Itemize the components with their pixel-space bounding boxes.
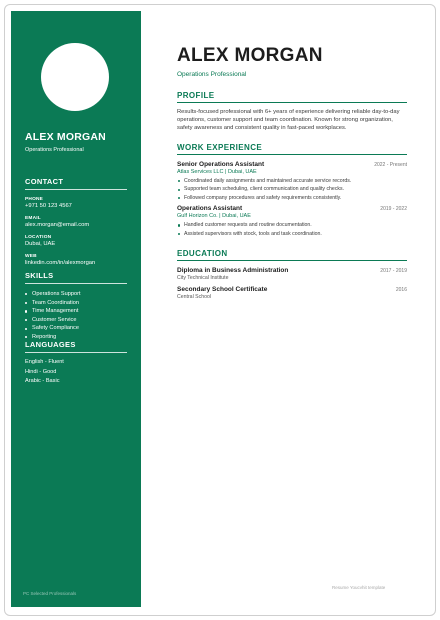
email-label: EMAIL bbox=[25, 216, 41, 221]
language-item: English - Fluent bbox=[25, 359, 64, 365]
skill-item: Reporting bbox=[25, 333, 127, 342]
education-dates: 2016 bbox=[395, 287, 407, 293]
job-bullets bbox=[177, 177, 407, 202]
profile-section bbox=[177, 91, 407, 132]
education-heading: EDUCATION bbox=[177, 249, 407, 261]
skills-heading: SKILLS bbox=[25, 271, 127, 284]
skill-item: Operations Support bbox=[25, 290, 127, 299]
experience-heading: WORK EXPERIENCE bbox=[177, 143, 407, 155]
education-institution: Central School bbox=[177, 294, 212, 300]
education-institution: City Technical Institute bbox=[177, 275, 229, 281]
skill-item: Team Coordination bbox=[25, 299, 127, 308]
education-degree: Secondary School Certificate bbox=[177, 286, 268, 293]
job-company: Atlas Services LLC | Dubai, UAE bbox=[177, 169, 257, 175]
job-bullet: Coordinated daily assignments and maintained accurate service records. bbox=[177, 177, 407, 185]
email-value: alex.morgan@email.com bbox=[25, 222, 90, 228]
avatar bbox=[41, 43, 109, 111]
job-entry bbox=[177, 161, 407, 202]
sidebar-name: ALEX MORGAN bbox=[25, 131, 106, 143]
experience-section bbox=[177, 143, 407, 238]
skills-section bbox=[25, 271, 127, 342]
main-name: ALEX MORGAN bbox=[177, 45, 323, 66]
skill-item: Time Management bbox=[25, 307, 127, 316]
job-company: Gulf Horizon Co. | Dubai, UAE bbox=[177, 213, 251, 220]
job-bullets bbox=[177, 221, 407, 238]
resume-page bbox=[4, 4, 436, 616]
job-bullet: Followed company procedures and safety requirements consistently. bbox=[177, 194, 407, 202]
education-dates: 2017 - 2019 bbox=[380, 268, 407, 274]
language-item: Arabic - Basic bbox=[25, 378, 60, 384]
contact-heading: CONTACT bbox=[25, 177, 127, 190]
sidebar bbox=[11, 11, 141, 607]
languages-section bbox=[25, 340, 127, 387]
job-title: Senior Operations Assistant bbox=[177, 161, 265, 168]
job-title: Operations Assistant bbox=[177, 205, 243, 213]
sidebar-role: Operations Professional bbox=[25, 147, 84, 153]
phone-label: PHONE bbox=[25, 197, 44, 202]
main-role: Operations Professional bbox=[177, 71, 247, 78]
contact-section bbox=[25, 177, 127, 266]
language-item: Hindi - Good bbox=[25, 368, 57, 375]
location-label: LOCATION bbox=[25, 235, 52, 240]
phone-value: +971 50 123 4567 bbox=[25, 203, 72, 209]
main-footer: Resume Youcvhit template bbox=[332, 585, 386, 590]
profile-text: Results-focused professional with 6+ years of experience delivering reliable day-to-day operations, customer support and team coordination. Known for strong organization, safety awareness and consistent quality in fast-paced workplaces. bbox=[177, 109, 400, 131]
profile-heading: PROFILE bbox=[177, 91, 407, 103]
languages-list bbox=[25, 358, 127, 387]
skill-item: Safety Compliance bbox=[25, 324, 127, 333]
job-dates: 2019 - 2022 bbox=[380, 206, 407, 213]
sidebar-footer: PC Selected Professionals bbox=[23, 591, 77, 596]
web-label: WEB bbox=[25, 254, 37, 259]
location-value: Dubai, UAE bbox=[25, 241, 56, 247]
education-section bbox=[177, 249, 407, 300]
skill-item: Customer Service bbox=[25, 316, 127, 325]
job-bullet: Assisted supervisors with stock, tools and task coordination. bbox=[177, 230, 407, 238]
skills-list bbox=[25, 290, 127, 342]
job-entry bbox=[177, 205, 407, 238]
languages-heading: LANGUAGES bbox=[25, 340, 127, 353]
job-bullet: Handled customer requests and routine documentation. bbox=[177, 221, 407, 229]
education-entry bbox=[177, 286, 407, 300]
web-value: linkedin.com/in/alexmorgan bbox=[25, 260, 96, 266]
education-entry bbox=[177, 267, 407, 281]
job-dates: 2022 - Present bbox=[374, 162, 407, 168]
job-bullet: Supported team scheduling, client communication and quality checks. bbox=[177, 185, 407, 193]
education-degree: Diploma in Business Administration bbox=[177, 267, 289, 274]
